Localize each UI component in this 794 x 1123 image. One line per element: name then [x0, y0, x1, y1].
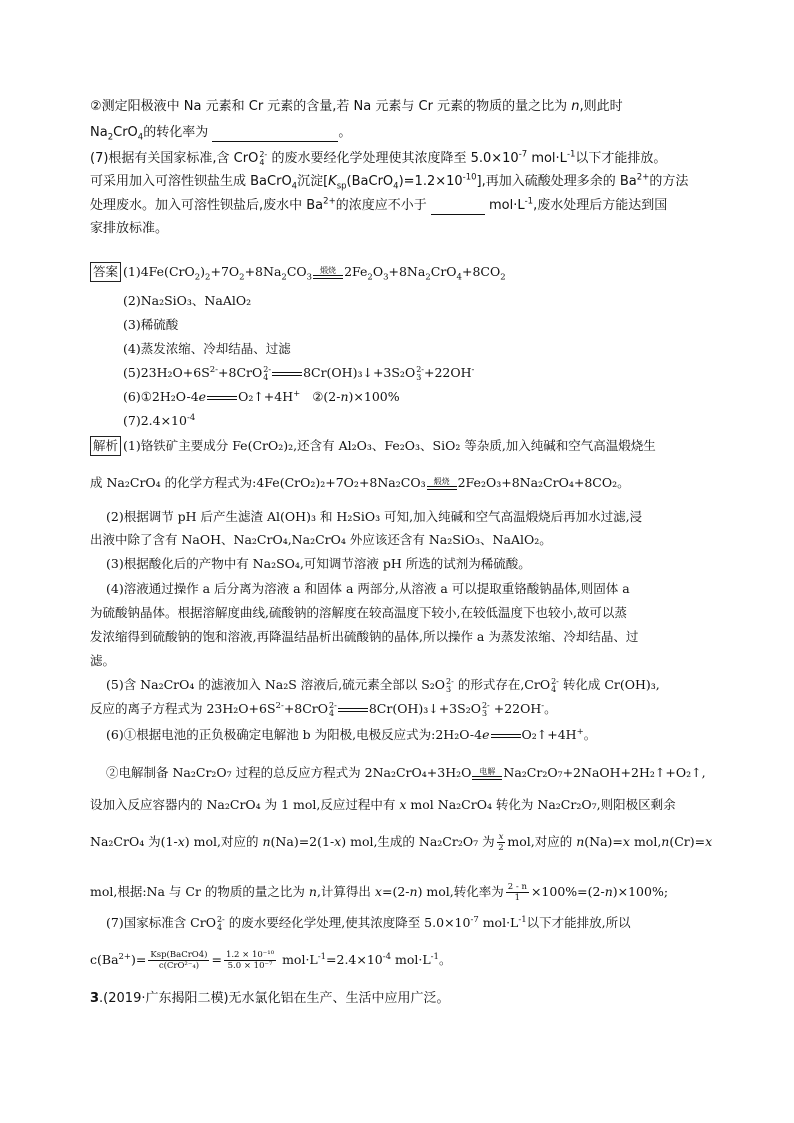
analysis-p4-line2: 为硫酸钠晶体。根据溶解度曲线,硫酸钠的溶解度在较高温度下较小,在较低温度下也较小,故可以蒸	[90, 605, 627, 620]
q7-line2: 可采用加入可溶性钡盐生成 BaCrO$_4$沉淀$[K_{sp}(BaCrO_4)=1.2\times 10^{-10}]$,再加入硫酸处理多余的 $Ba^{2+}$的方法	[90, 172, 689, 192]
analysis-p8: Na₂CrO₄ 为(1-x) mol,对应的 n(Na)=2(1-x) mol,生成的 Na₂Cr₂O₇ 为 $\frac{x}{2}$ mol,对应的 n(Na)=x mol,n(Cr)=x	[90, 832, 713, 853]
analysis-p7-line1: ②电解制备 Na₂Cr₂O₇ 过程的总反应方程式为 2Na₂CrO₄+3H₂O 电解 Na₂Cr₂O₇+2NaOH+2H₂↑+O₂↑,	[106, 765, 706, 780]
reaction-arrow: 煅烧	[313, 266, 343, 279]
answer-line7: $(7)2.4\times 10^{-4}$	[123, 412, 196, 428]
question-3: 3.(2019·广东揭阳二模)无水氯化铝在生产、生活中应用广泛。	[90, 991, 450, 1006]
analysis-p11: $c(Ba^{2+})=$ $\frac{\text{Ksp(BaCrO4)}}{\text{c(CrO²⁻₄)}}$ = $\frac{\text{1.2 × 10⁻¹⁰}}{\text{5.0 × 10⁻⁷}}$ $mol\cdot L^{-1}=2.4\times 10^{-4}$ $mol\cdot L^{-1}$。	[90, 950, 452, 971]
analysis-p4-line3: 发浓缩得到硫酸钠的饱和溶液,再降温结晶析出硫酸钠的晶体,所以操作 a 为蒸发浓缩、冷却结晶、过	[90, 629, 639, 644]
q7-line4: 家排放标准。	[90, 221, 169, 236]
answer-line3: (3)稀硫酸	[123, 317, 179, 332]
fraction: $\frac{2 - n}{1}$	[507, 882, 527, 903]
answer-line4: (4)蒸发浓缩、冷却结晶、过滤	[123, 341, 291, 356]
q7-line1: (7)根据有关国家标准,含 CrO 2- 4 的废水要经化学处理使其浓度降至 $5.0\times 10^{-7}$ $mol\cdot L^{-1}$以下才能排放。	[90, 149, 667, 167]
analysis-p2-line2: 出液中除了含有 NaOH、Na₂CrO₄,Na₂CrO₄ 外应该还含有 Na₂SiO₃、NaAlO₂。	[90, 532, 552, 547]
analysis-p3: (3)根据酸化后的产物中有 Na₂SO₄,可知调节溶液 pH 所选的试剂为稀硫酸。	[106, 556, 531, 571]
q7-line3: 处理废水。加入可溶性钡盐后,废水中 $Ba^{2+}$的浓度应不小于 $mol\cdot L^{-1}$,废水处理后方能达到国	[90, 196, 668, 213]
analysis-p2-line1: (2)根据调节 pH 后产生滤渣 Al(OH)₃ 和 H₂SiO₃ 可知,加入纯碱和空气高温煅烧后再加水过滤,浸	[106, 509, 643, 524]
analysis-label: 解析	[90, 436, 121, 456]
answer-line6: (6)①2H₂O-4e O₂↑+4H+ ②(2-n)×100%	[123, 388, 400, 404]
analysis-p5-line1: (5)含 Na₂CrO₄ 的滤液加入 Na₂S 溶液后,硫元素全部以 S₂O 2- 3 的形式存在,CrO 2- 4 转化成 Cr(OH)₃,	[106, 676, 660, 694]
answer-label: 答案	[90, 262, 121, 282]
fraction: $\frac{\text{1.2 × 10⁻¹⁰}}{\text{5.0 × 10⁻⁷}}$	[225, 950, 275, 971]
analysis-p4-line4: 滤。	[90, 653, 116, 668]
analysis-p7-line2: 设加入反应容器内的 Na₂CrO₄ 为 1 mol,反应过程中有 x mol Na₂CrO₄ 转化为 Na₂Cr₂O₇,则阳极区剩余	[90, 797, 676, 812]
analysis-p1-line1: 解析 (1)铬铁矿主要成分 Fe(CrO₂)₂,还含有 Al₂O₃、Fe₂O₃、SiO₂ 等杂质,加入纯碱和空气高温煅烧生	[90, 436, 656, 456]
analysis-p6: (6)①根据电池的正负极确定电解池 b 为阳极,电极反应式为:2H₂O-4e O₂↑+4H+。	[106, 726, 597, 742]
answer-line1: 答案 $(1)4Fe(CrO_2)_2+7O_2+8Na_2CO_3$ 煅烧 $2Fe_2O_3+8Na_2CrO_4+8CO_2$	[90, 262, 506, 282]
fraction: $\frac{\text{Ksp(BaCrO4)}}{\text{c(CrO²⁻₄)}}$	[150, 950, 208, 971]
answer-blank[interactable]	[431, 200, 485, 215]
analysis-p9: mol,根据:Na 与 Cr 的物质的量之比为 n,计算得出 x=(2-n) mol,转化率为 $\frac{2 - n}{1}$ ×100%=(2-n)×100%;	[90, 882, 669, 903]
fraction: $\frac{x}{2}$	[498, 832, 504, 853]
analysis-p5-line2: 反应的离子方程式为 $23H_2O+6S^{2-}+8CrO$ 2- 4 8Cr(OH)₃↓+3S₂O 2- 3 +22OH-。	[90, 700, 557, 718]
q6-2-line1: ②测定阳极液中 Na 元素和 Cr 元素的含量,若 Na 元素与 Cr 元素的物质的量之比为 n,则此时	[90, 99, 623, 114]
analysis-p4-line1: (4)溶液通过操作 a 后分离为溶液 a 和固体 a 两部分,从溶液 a 可以提取重铬酸钠晶体,则固体 a	[106, 581, 630, 596]
analysis-p1-line2: 成 Na₂CrO₄ 的化学方程式为:4Fe(CrO₂)₂+7O₂+8Na₂CO₃ 煅烧 2Fe₂O₃+8Na₂CrO₄+8CO₂。	[90, 475, 630, 490]
answer-line2: (2)Na₂SiO₃、NaAlO₂	[123, 293, 252, 308]
q6-2-line2: $Na_2CrO_4$的转化率为 。	[90, 125, 352, 143]
answer-line5: $(5)23H_2O+6S^{2-}+8CrO$ 2- 4 8Cr(OH)₃↓+3S₂O 2- 3 +22OH-	[123, 364, 475, 382]
analysis-p10: (7)国家标准含 CrO 2- 4 的废水要经化学处理,使其浓度降至 $5.0\times 10^{-7}$ $mol\cdot L^{-1}$以下才能排放,所以	[106, 914, 631, 932]
answer-blank[interactable]	[212, 127, 338, 142]
